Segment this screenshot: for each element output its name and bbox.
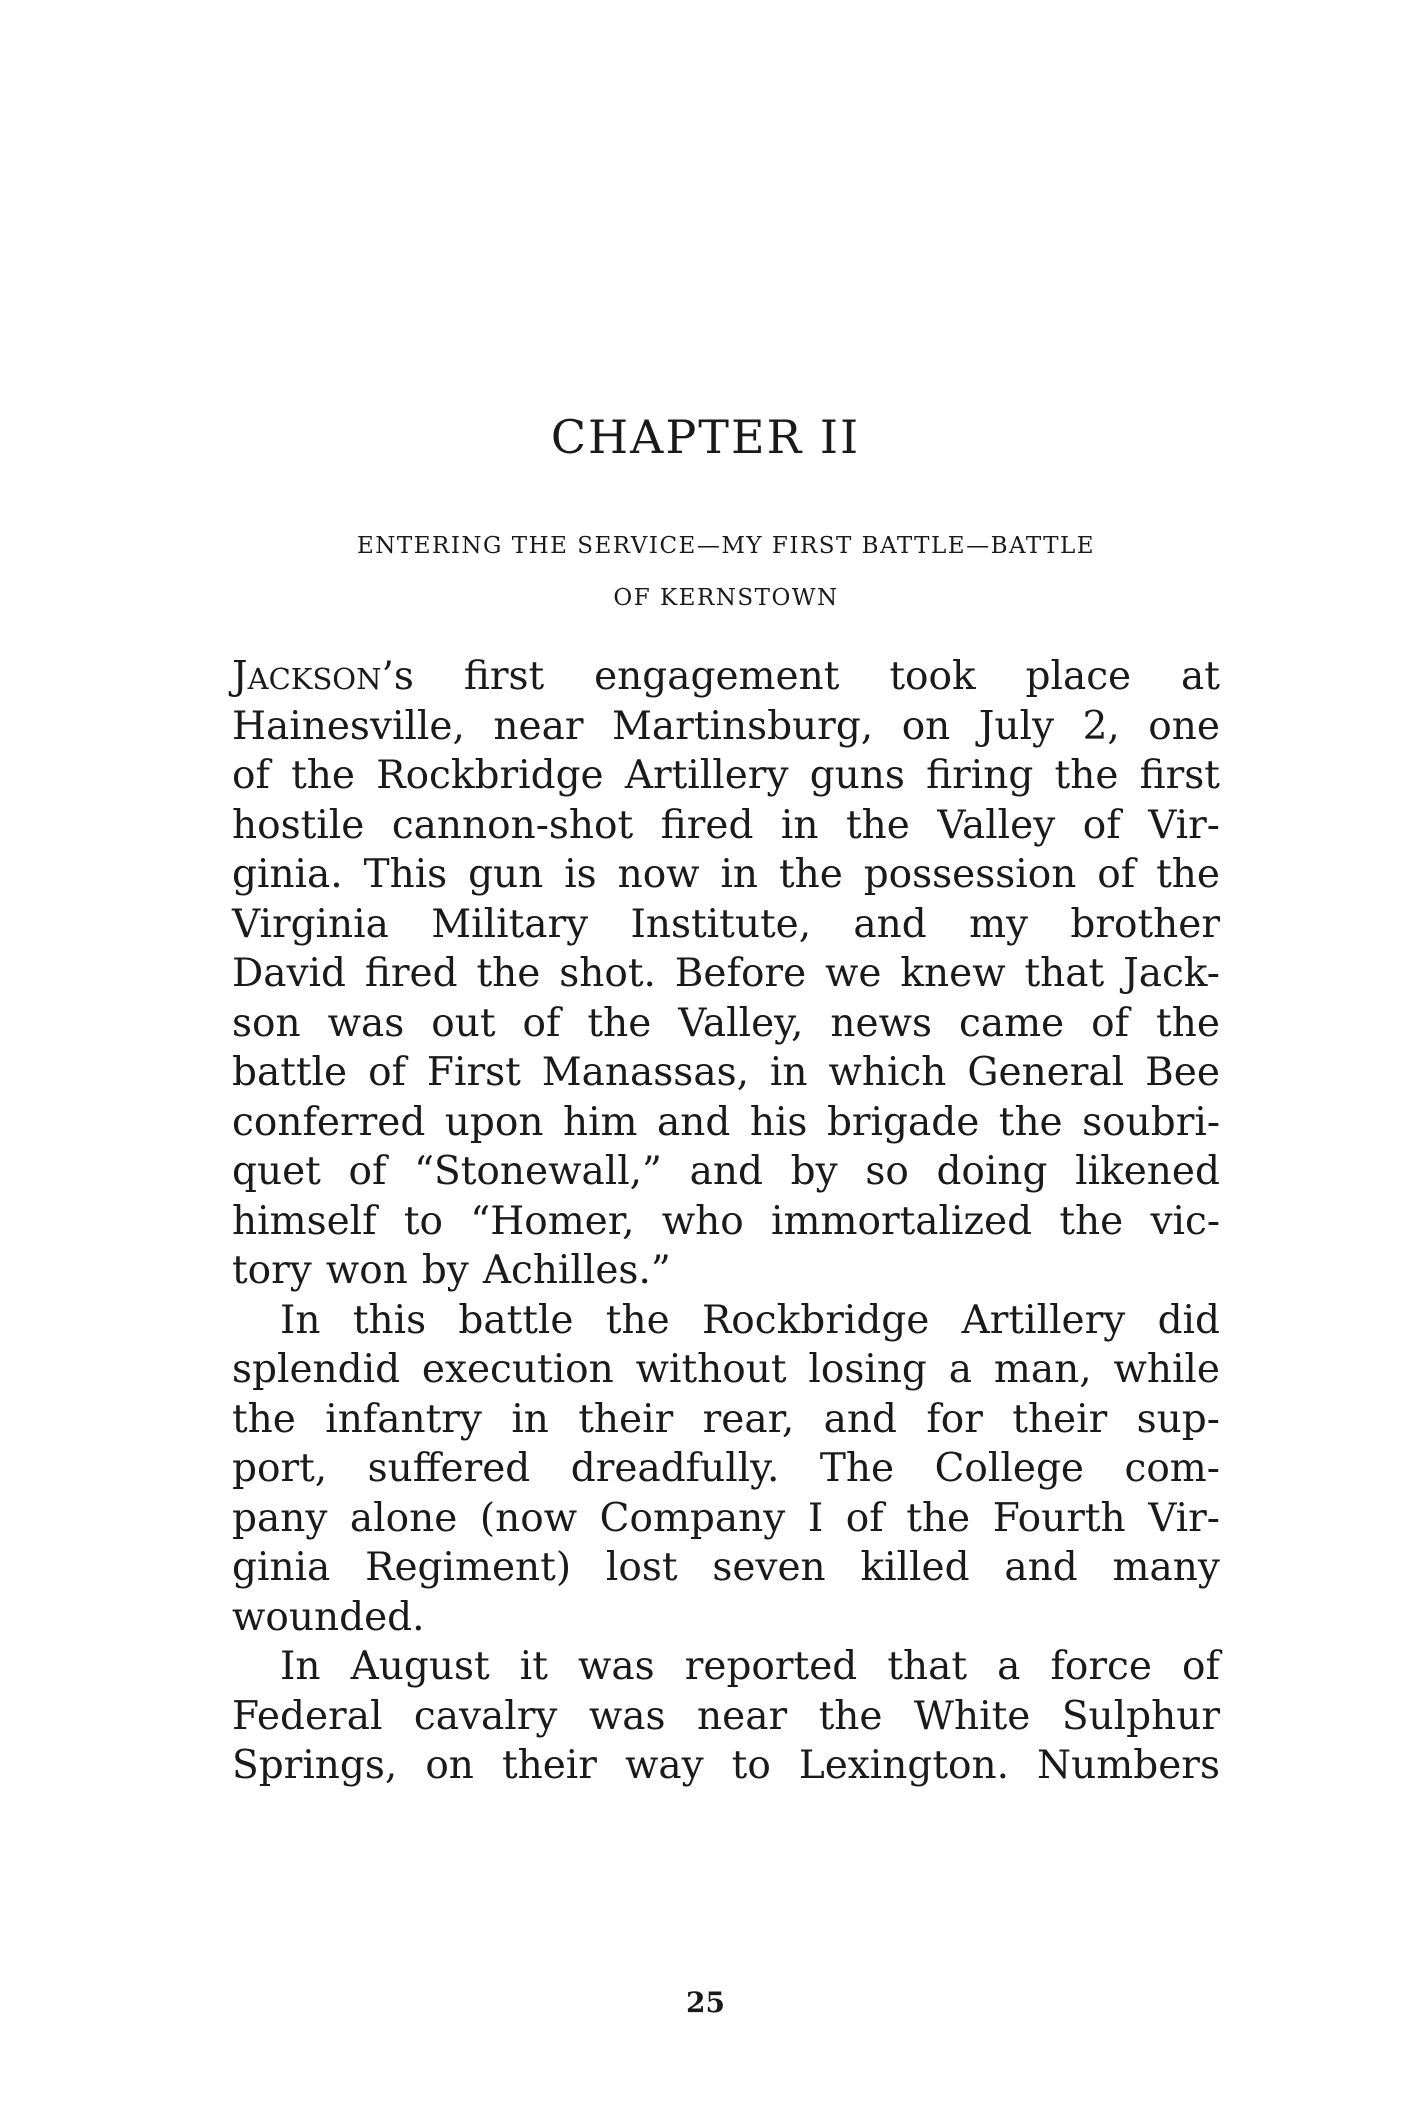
word: Hainesville, <box>232 703 465 749</box>
text-line <box>232 1345 1220 1395</box>
text-line-first <box>232 652 1220 702</box>
word: of <box>368 1050 406 1095</box>
word: at <box>1181 654 1220 699</box>
word: which <box>828 1050 947 1095</box>
word: hostile <box>232 802 365 848</box>
word: pany <box>232 1495 328 1541</box>
text-line <box>232 1098 1220 1148</box>
first-word-small-caps: ACKSON <box>247 662 382 696</box>
word: place <box>1025 654 1132 699</box>
word: his <box>749 1099 808 1145</box>
word: the <box>818 1693 883 1739</box>
text-line <box>232 1197 1220 1247</box>
word: was <box>577 1644 655 1689</box>
first-word <box>232 652 414 702</box>
word: their <box>501 1743 597 1788</box>
word: way <box>624 1743 704 1788</box>
word: in <box>511 1396 549 1442</box>
word: and <box>853 901 927 947</box>
word: reported <box>684 1644 858 1689</box>
text-line <box>232 1048 1220 1098</box>
word: Martinsburg, <box>611 703 874 749</box>
word: man, <box>993 1347 1092 1392</box>
word: 2, <box>1082 703 1120 749</box>
word: of <box>348 1149 387 1194</box>
word: force <box>1050 1644 1152 1689</box>
word: the <box>1059 1198 1124 1244</box>
word: Sulphur <box>1061 1693 1220 1739</box>
word: “Stonewall,” <box>414 1149 662 1194</box>
word: Springs, <box>232 1743 398 1788</box>
word: In <box>280 1644 321 1689</box>
word: ginia. <box>232 852 343 897</box>
word: seven <box>712 1545 826 1590</box>
word: Manassas, <box>541 1050 749 1095</box>
word: General <box>967 1050 1125 1095</box>
word: infantry <box>325 1396 482 1442</box>
word: that <box>1024 951 1105 996</box>
word: David <box>232 951 346 996</box>
word: to <box>403 1198 443 1244</box>
word: a <box>948 1347 973 1392</box>
word: so <box>865 1149 909 1194</box>
word: wounded. <box>232 1594 425 1640</box>
word: The <box>819 1446 895 1491</box>
word: losing <box>808 1347 927 1392</box>
word: cavalry <box>413 1693 558 1739</box>
word: himself <box>232 1198 377 1244</box>
chapter-subtitle-line-2: OF KERNSTOWN <box>613 585 839 611</box>
word: firing <box>926 753 1034 798</box>
text-lines <box>232 702 1220 1791</box>
word: the <box>291 753 355 798</box>
word: won <box>325 1248 408 1293</box>
word: cannon-shot <box>391 802 634 848</box>
word: the <box>1156 852 1220 897</box>
word: Bee <box>1145 1050 1220 1095</box>
text-line <box>232 1741 1220 1791</box>
chapter-title: CHAPTER II <box>550 410 861 464</box>
word: soubri- <box>1082 1099 1220 1145</box>
word: a <box>997 1644 1021 1689</box>
word: fired <box>364 951 458 996</box>
word: execution <box>421 1347 614 1392</box>
word: (now <box>479 1495 578 1541</box>
word: on <box>901 703 951 749</box>
word: the <box>1054 753 1119 798</box>
word: came <box>958 1000 1065 1046</box>
word: Company <box>599 1495 786 1541</box>
word: the <box>846 802 910 848</box>
word: Before <box>674 951 807 996</box>
word: gun <box>468 852 544 897</box>
word: the <box>605 1297 670 1343</box>
word: upon <box>444 1099 544 1145</box>
word: Achilles.” <box>482 1248 671 1293</box>
word: the <box>778 852 843 897</box>
text-line <box>232 900 1220 950</box>
word: son <box>232 1000 301 1046</box>
text-line <box>232 801 1220 851</box>
word: alone <box>349 1495 458 1541</box>
word: Vir- <box>1148 802 1220 848</box>
word: while <box>1113 1347 1220 1392</box>
word: of <box>232 753 270 798</box>
word: guns <box>809 753 905 798</box>
body-text <box>232 652 1220 1791</box>
word: Lexington. <box>798 1743 1010 1788</box>
word: many <box>1112 1545 1220 1590</box>
word: fired <box>660 802 754 848</box>
word: near <box>697 1693 788 1739</box>
word: Rockbridge <box>701 1297 930 1343</box>
word: College <box>934 1446 1084 1491</box>
word: was <box>588 1693 666 1739</box>
word: my <box>969 901 1029 947</box>
word: possession <box>863 852 1077 897</box>
word: August <box>350 1644 490 1689</box>
word: White <box>913 1693 1031 1739</box>
word: immortalized <box>771 1198 1033 1244</box>
word: of <box>845 1495 884 1541</box>
word: Regiment) <box>365 1545 572 1590</box>
word: splendid <box>232 1347 401 1392</box>
word: was <box>327 1000 405 1046</box>
word: their <box>578 1396 674 1442</box>
word: Federal <box>232 1693 383 1739</box>
word: suffered <box>367 1446 531 1491</box>
word: the <box>1156 1000 1220 1046</box>
word: battle <box>458 1297 574 1343</box>
word: tory <box>232 1248 312 1293</box>
text-line <box>232 1543 1220 1593</box>
chapter-subtitle-line-1: ENTERING THE SERVICE—MY FIRST BATTLE—BATTLE <box>356 533 1096 559</box>
word: for <box>926 1396 983 1442</box>
word: is <box>564 852 597 897</box>
word: Artillery <box>961 1297 1126 1343</box>
word: in <box>769 1050 808 1095</box>
word: near <box>493 703 584 749</box>
word: Military <box>431 901 589 947</box>
word: this <box>352 1297 427 1343</box>
word: Valley <box>937 802 1056 848</box>
word: him <box>562 1099 638 1145</box>
text-line <box>232 1642 1220 1692</box>
text-line <box>232 1444 1220 1494</box>
word: doing <box>936 1149 1048 1194</box>
word: and <box>823 1396 898 1442</box>
word: the <box>232 1396 296 1442</box>
word: battle <box>232 1050 348 1095</box>
word: brigade <box>826 1099 980 1145</box>
word: Jack- <box>1123 951 1220 996</box>
word: now <box>617 852 700 897</box>
text-line <box>232 1494 1220 1544</box>
word: by <box>790 1149 838 1194</box>
word: Artillery <box>624 753 789 798</box>
word: conferred <box>232 1099 426 1145</box>
word: I <box>807 1495 824 1541</box>
word: of <box>1091 1000 1130 1046</box>
word: quet <box>232 1149 321 1194</box>
word: it <box>519 1644 548 1689</box>
word: vic- <box>1150 1198 1220 1244</box>
text-line <box>232 1593 1220 1643</box>
word: one <box>1148 703 1220 749</box>
word: of <box>1082 802 1121 848</box>
word: of <box>1182 1644 1220 1689</box>
word: shot. <box>559 951 656 996</box>
word: engagement <box>594 654 840 699</box>
word: that <box>887 1644 968 1689</box>
text-line <box>232 1692 1220 1742</box>
word: dreadfully. <box>570 1446 780 1491</box>
word: port, <box>232 1446 328 1491</box>
word: out <box>431 1000 496 1046</box>
word: did <box>1157 1297 1220 1343</box>
first-word-capital: J <box>232 654 248 699</box>
word: lost <box>605 1545 678 1590</box>
word: First <box>426 1050 521 1095</box>
word: on <box>425 1743 474 1788</box>
word: Institute, <box>630 901 812 947</box>
word: and <box>1004 1545 1078 1590</box>
word: com- <box>1124 1446 1220 1491</box>
word: Vir- <box>1148 1495 1220 1541</box>
word: Virginia <box>232 901 389 947</box>
word: killed <box>860 1545 970 1590</box>
word: news <box>830 1000 932 1046</box>
word: in <box>780 802 819 848</box>
word: their <box>1012 1396 1108 1442</box>
word: sup- <box>1136 1396 1220 1442</box>
word: brother <box>1070 901 1220 947</box>
text-line <box>232 751 1220 801</box>
word: Valley, <box>678 1000 804 1046</box>
text-line <box>232 1395 1220 1445</box>
page-number: 25 <box>686 1986 725 2019</box>
text-line <box>232 1246 1220 1296</box>
text-line <box>232 702 1220 752</box>
word: the <box>476 951 541 996</box>
text-line <box>232 1147 1220 1197</box>
word: This <box>363 852 448 897</box>
word: who <box>661 1198 744 1244</box>
word: Rockbridge <box>376 753 604 798</box>
first-word-suffix: ’s <box>381 654 414 699</box>
word: took <box>889 654 976 699</box>
word: by <box>421 1248 469 1293</box>
text-line <box>232 1296 1220 1346</box>
word: the <box>998 1099 1063 1145</box>
text-line <box>232 949 1220 999</box>
word: of <box>522 1000 561 1046</box>
word: and <box>689 1149 763 1194</box>
chapter-subtitle <box>232 520 1220 624</box>
word: without <box>635 1347 787 1392</box>
word: “Homer, <box>470 1198 635 1244</box>
word: In <box>280 1297 321 1343</box>
word: we <box>825 951 882 996</box>
word: first <box>1139 753 1220 798</box>
word: of <box>1097 852 1136 897</box>
word: July <box>978 703 1055 749</box>
word: Fourth <box>992 1495 1126 1541</box>
word: the <box>587 1000 652 1046</box>
word: ginia <box>232 1545 331 1590</box>
text-line <box>232 999 1220 1049</box>
word: rear, <box>702 1396 795 1442</box>
word: and <box>657 1099 731 1145</box>
text-line <box>232 850 1220 900</box>
word: first <box>463 654 545 699</box>
word: knew <box>900 951 1006 996</box>
word: Numbers <box>1037 1743 1220 1788</box>
word: to <box>731 1743 771 1788</box>
word: likened <box>1075 1149 1220 1194</box>
word: in <box>720 852 759 897</box>
word: the <box>906 1495 971 1541</box>
